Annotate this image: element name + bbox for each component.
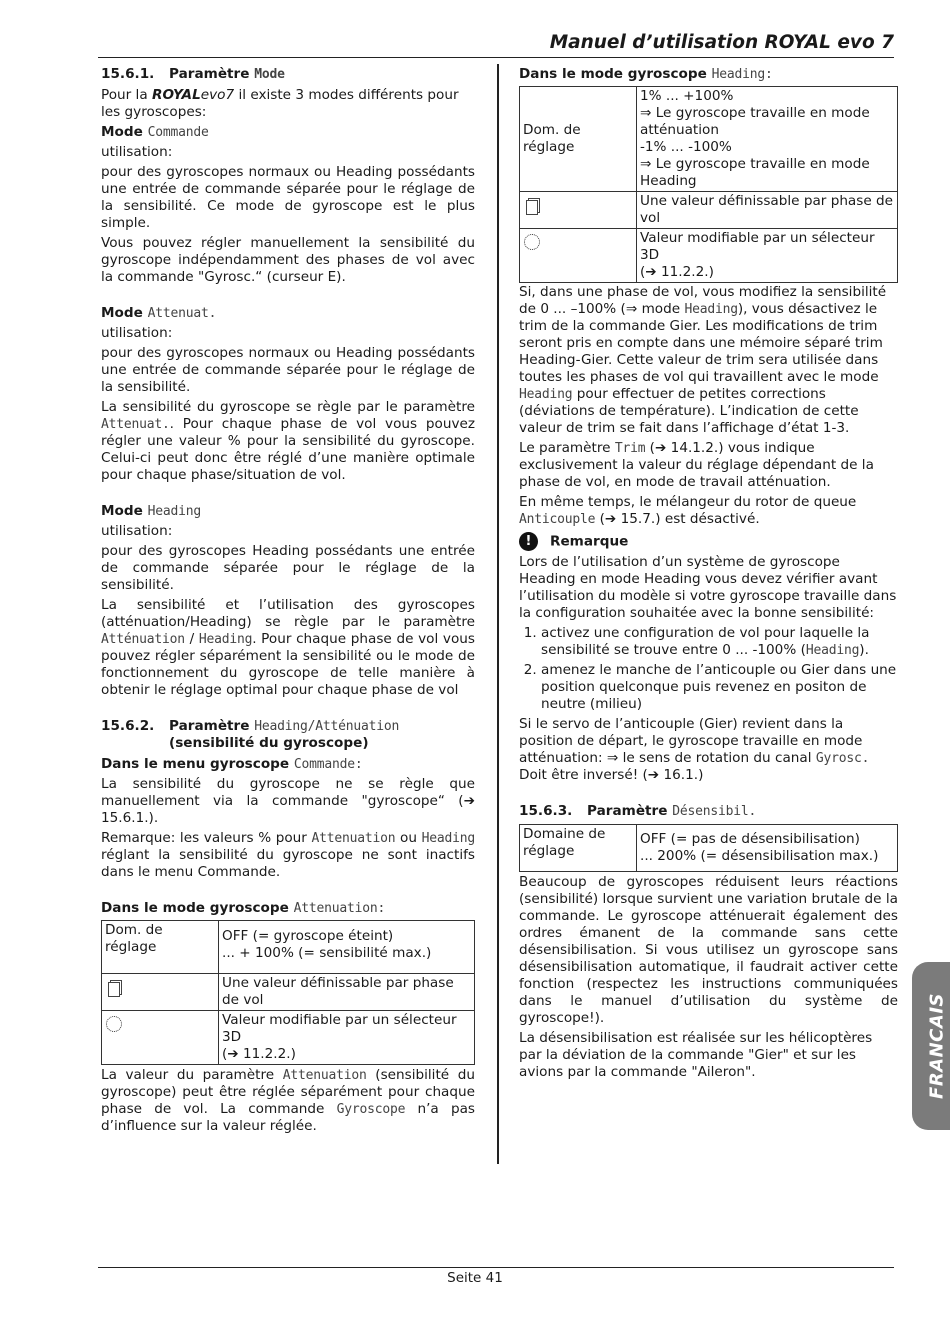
right-column — [519, 66, 898, 1084]
table-cell-icon — [102, 974, 219, 1011]
selector-3d-icon — [524, 234, 540, 250]
table-cell-value: Une valeur définissable par phase de vol — [219, 974, 475, 1011]
language-side-tab — [912, 962, 950, 1130]
table-cell-value: OFF (= gyroscope éteint) ... + 100% (= sensibilité max.) — [219, 921, 475, 974]
table-cell-label: Dom. de réglage — [520, 87, 637, 192]
attenuation-settings-table — [101, 920, 475, 1065]
section-15-6-2-heading: 15.6.2. Paramètre Heading/Atténuation (sensibilité du gyroscope) — [101, 718, 400, 751]
anticouple-paragraph: En même temps, le mélangeur du rotor de queue Anticouple (➔ 15.7.) est désactivé. — [519, 494, 857, 527]
table-row — [520, 192, 898, 229]
table-cell-value: Valeur modifiable par un sélecteur 3D (➔ 11.2.2.) — [637, 229, 898, 283]
desensibil-paragraph-2: La désensibilisation est réalisée sur les hélicoptères par la déviation de la commande "Gier" et sur les avions par la commande "Aileron". — [519, 1030, 873, 1080]
heading-settings-table — [519, 86, 898, 283]
desensibil-paragraph-1: Beaucoup de gyroscopes réduisent leurs réactions (sensibilité) lorsque survient une variation brutale de la commande. Le gyroscope atténuerait également des ordres émanent de la commande sans cette désensibilisation. Si vous utilisez un gyroscope sans désensibilisation automatique, il faudrait activer cette fonction (respectez les instructions communiquées dans le manuel d’utilisation du système de gyroscope!). — [519, 874, 898, 1026]
language-side-tab-label: FRANCAIS — [926, 993, 948, 1099]
mode-attenuat-usage: utilisation: — [101, 325, 173, 341]
mode-commande-heading: Mode Commande — [101, 124, 209, 140]
mode-attenuat-paragraph-2: La sensibilité du gyroscope se règle par le paramètre Attenuat.. Pour chaque phase de vol vous pouvez régler une valeur % pour la sensibilité du gyroscope. Celui-ci peut donc être réglé d’une manière optimale pour chaque phase/situation de vol. — [101, 399, 475, 483]
phase-book-icon — [525, 198, 537, 214]
note-heading: ! Remarque — [519, 532, 898, 551]
menu-commande-paragraph-1: La sensibilité du gyroscope ne se règle que manuellement via la commande "gyroscope“ (➔ 15.6.1.). — [101, 776, 475, 826]
table-row — [520, 87, 898, 192]
column-divider — [497, 64, 499, 1164]
table-row — [102, 1011, 475, 1065]
desensibil-settings-table — [519, 824, 898, 872]
table-row — [102, 921, 475, 974]
mode-attenuat-heading: Mode Attenuat. — [101, 305, 217, 321]
intro-paragraph: Pour la ROYALevo7 il existe 3 modes différents pour les gyroscopes: — [101, 87, 459, 120]
footer-rule — [98, 1267, 894, 1268]
attenuation-mode-heading: Dans le mode gyroscope Attenuation: — [101, 900, 386, 916]
header-rule — [98, 57, 894, 58]
phase-book-icon — [107, 980, 119, 996]
mode-heading-paragraph-2: La sensibilité et l’utilisation des gyroscopes (atténuation/Heading) se règle par le paramètre Atténuation / Heading. Pour chaque phase de vol vous pouvez régler séparément la sensibilité ou le mode de fonctionnement du gyroscope de telle manière à obtenir le réglage optimal pour chaque phase de vol — [101, 597, 475, 698]
table-cell-value: Une valeur définissable par phase de vol — [637, 192, 898, 229]
table-cell-icon — [520, 192, 637, 229]
warning-icon: ! — [519, 532, 538, 551]
table-cell-icon — [520, 229, 637, 283]
left-column — [101, 66, 475, 1138]
mode-heading-heading: Mode Heading — [101, 503, 201, 519]
trim-parameter-paragraph: Le paramètre Trim (➔ 14.1.2.) vous indique exclusivement la valeur du réglage dépendant de la phase de vol, en mode de travail atténuation. — [519, 440, 874, 490]
attenuation-after-paragraph: La valeur du paramètre Attenuation (sensibilité du gyroscope) peut être réglée séparément pour chaque phase de vol. La commande Gyroscope n’a pas d’influence sur la valeur réglée. — [101, 1067, 476, 1134]
table-cell-label: Domaine de réglage — [520, 825, 637, 872]
header-title: Manuel d’utilisation ROYAL evo 7 — [549, 32, 894, 53]
servo-direction-paragraph: Si le servo de l’anticouple (Gier) revient dans la position de départ, le gyroscope travaille en mode atténuation: ⇒ le sens de rotation du canal Gyrosc. Doit être inversé! (➔ 16.1.) — [519, 716, 870, 783]
mode-commande-paragraph-2: Vous pouvez régler manuellement la sensibilité du gyroscope indépendamment des phases de vol avec la commande "Gyrosc.“ (curseur E). — [101, 235, 475, 285]
table-row — [520, 825, 898, 872]
trim-paragraph: Si, dans une phase de vol, vous modifiez la sensibilité de 0 ... –100% (⇒ mode Heading), vous désactivez le trim de la commande Gier. Les modifications de trim seront pris en compte dans une mémoire séparé trim Heading-Gier. Cette valeur de trim sera utilisée dans toutes les phases de vol qui travaillent avec le mode Heading pour effectuer de petites corrections (déviations de température). L’indication de cette valeur de trim se fait dans l’affichage d’état 1-3. — [519, 284, 887, 436]
table-cell-value: 1% ... +100% ⇒ Le gyroscope travaille en mode atténuation -1% ... -100% ⇒ Le gyroscope travaille en mode Heading — [637, 87, 898, 192]
table-cell-value: OFF (= pas de désensibilisation) ... 200% (= désensibilisation max.) — [637, 825, 898, 872]
mode-attenuat-paragraph-1: pour des gyroscopes normaux ou Heading possédants une entrée de commande séparée pour le réglage de la sensibilité. — [101, 345, 475, 395]
page-number: Seite 41 — [447, 1270, 503, 1286]
list-item: 2. amenez le manche de l’anticouple ou Gier dans une position quelconque puis revenez en positon de neutre (milieu) — [541, 662, 898, 713]
mode-heading-paragraph-1: pour des gyroscopes Heading possédants une entrée de commande séparée pour le réglage de la sensibilité. — [101, 543, 475, 593]
list-item: 1. activez une configuration de vol pour laquelle la sensibilité se trouve entre 0 ... -100% (Heading). — [541, 625, 898, 659]
note-paragraph: Lors de l’utilisation d’un système de gyroscope Heading en mode Heading vous devez vérifier avant l’utilisation du modèle si votre gyroscope travaille dans la configuration souhaitée avec la bonne sensibilité: — [519, 554, 897, 621]
table-row — [102, 974, 475, 1011]
note-steps-list — [519, 625, 898, 713]
table-cell-label: Dom. de réglage — [102, 921, 219, 974]
heading-mode-heading: Dans le mode gyroscope Heading: — [519, 66, 773, 82]
section-15-6-1-heading: 15.6.1. Paramètre Mode — [101, 66, 285, 82]
mode-commande-paragraph-1: pour des gyroscopes normaux ou Heading possédants une entrée de commande séparée pour le réglage de la sensibilité. Ce mode de gyroscope est le plus simple. — [101, 164, 475, 231]
mode-commande-usage: utilisation: — [101, 144, 173, 160]
section-15-6-3-heading: 15.6.3. Paramètre Désensibil. — [519, 803, 757, 819]
menu-commande-paragraph-2: Remarque: les valeurs % pour Attenuation ou Heading réglant la sensibilité du gyroscope ne sont inactifs dans le menu Commande. — [101, 830, 475, 880]
table-cell-icon — [102, 1011, 219, 1065]
table-row — [520, 229, 898, 283]
menu-commande-heading: Dans le menu gyroscope Commande: — [101, 756, 363, 772]
table-cell-value: Valeur modifiable par un sélecteur 3D (➔ 11.2.2.) — [219, 1011, 475, 1065]
mode-heading-usage: utilisation: — [101, 523, 173, 539]
selector-3d-icon — [106, 1016, 122, 1032]
